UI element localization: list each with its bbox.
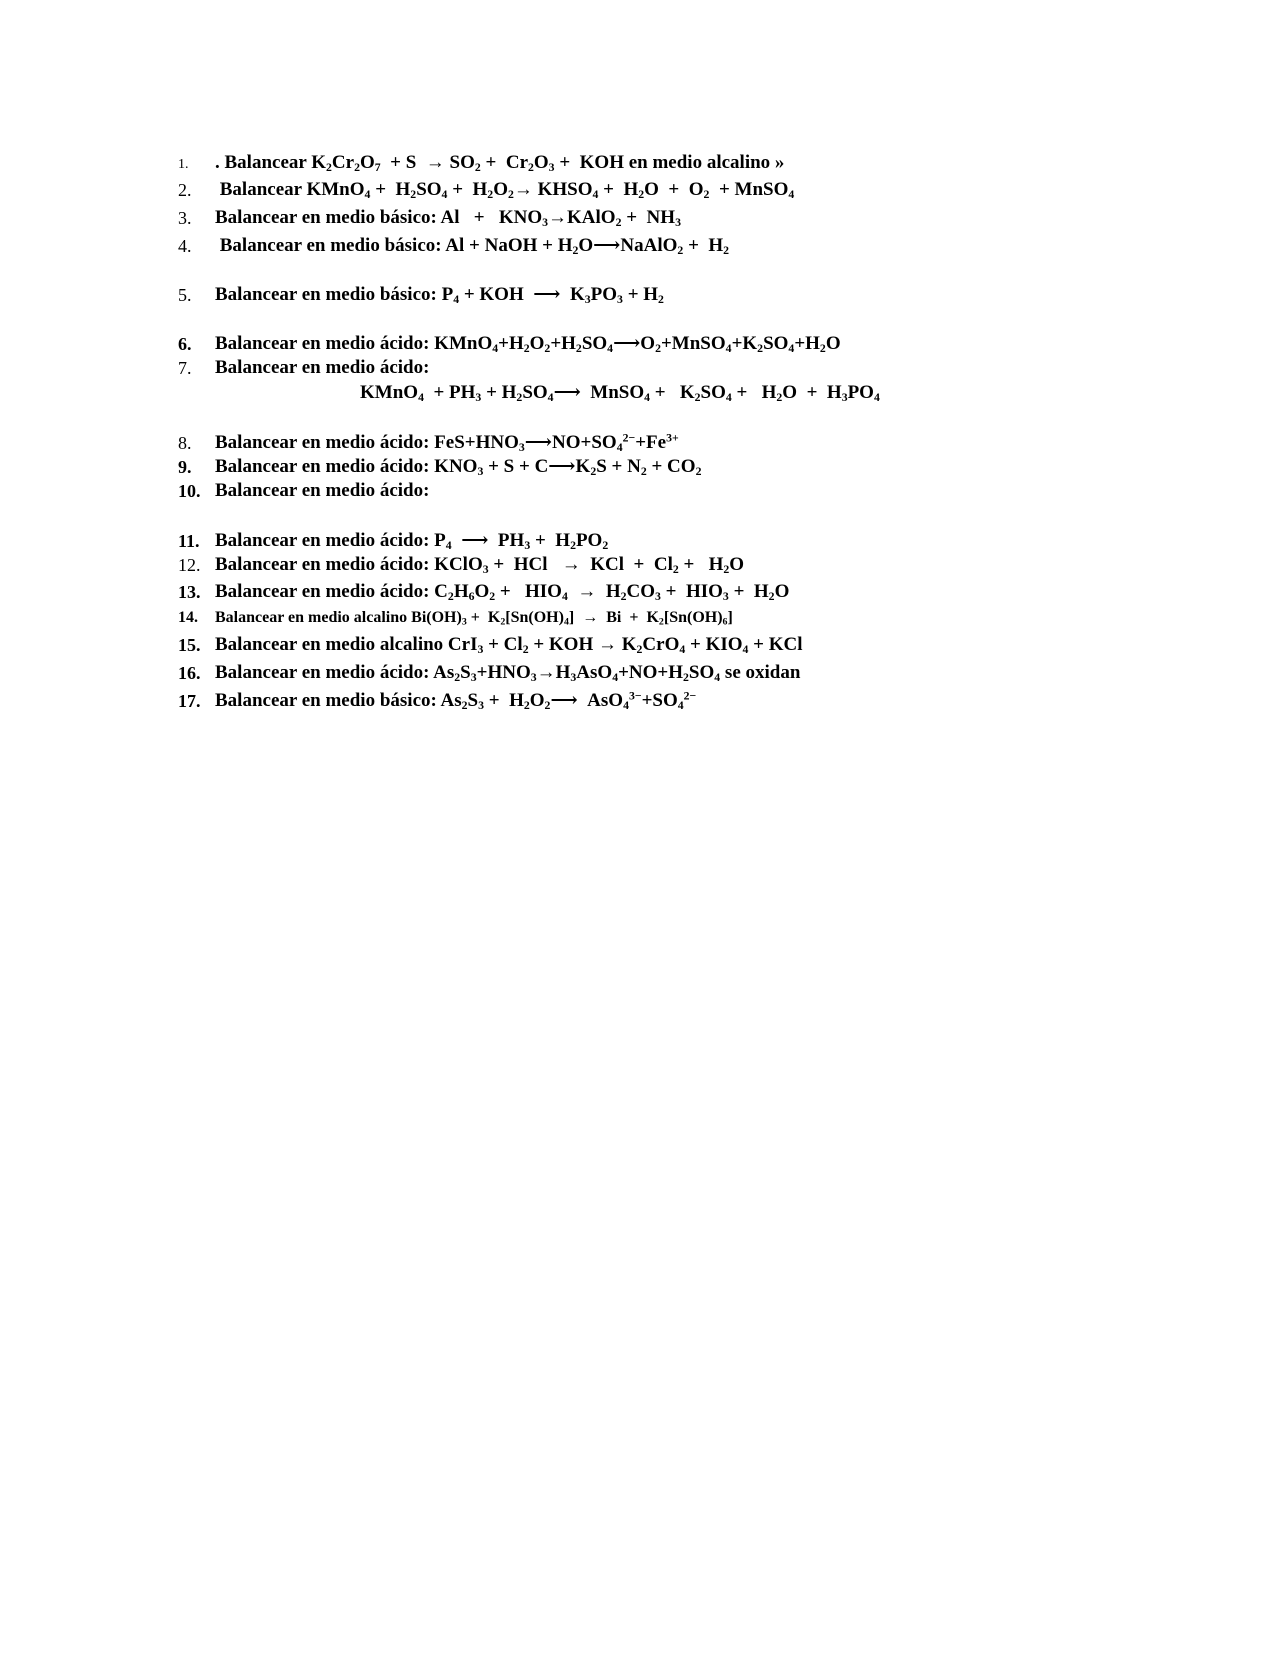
problem-number: 3. (178, 208, 192, 228)
problem-text: Balancear en medio ácido: $KNO_3 + S$ + $C⟶K_2S + N_2 + CO_2$ (215, 456, 702, 478)
problem-text: Balancear en medio alcalino $Bi(OH)_3 + K_2[Sn(OH)_4] \to Bi + K_2[Sn(OH)_6]$ (215, 609, 733, 628)
problem-number: 17. (178, 691, 201, 711)
problem-text: Balancear en medio básico: Al + NaOH + $H_2O⟶NaAlO_2 + H_2$ (215, 235, 730, 257)
problem-text: Balancear en medio ácido: $C_2H_6O_2 + HIO_4 \to H_2CO_3 + HIO_3 + H_2O$ (215, 581, 790, 603)
problem-number: 6. (178, 334, 192, 354)
problem-number: 1. (178, 157, 189, 172)
problem-text: Balancear en medio ácido: (215, 480, 430, 501)
problem-number: 10. (178, 481, 201, 501)
problem-text: Balancear en medio básico: $P_4$ + KOH ⟶ $K_3PO_3 + H_2$ (215, 284, 664, 306)
problem-text: Balancear en medio ácido: $P_4$ ⟶ $PH_3 + H_2PO_2$ (215, 530, 609, 552)
problem-text: Balancear en medio básico: $Al + KNO_3\to KAlO_2 + NH_3$ (215, 207, 681, 229)
problem-text: . Balancear $K_2Cr_2O_7 + S \to SO_2 + Cr_2O_3$ + KOH en medio alcalino » (215, 152, 785, 174)
problem-number: 9. (178, 457, 192, 477)
problem-text: Balancear en medio ácido: (215, 357, 430, 378)
problem-number: 16. (178, 663, 201, 683)
problem-number: 15. (178, 635, 201, 655)
problem-text: Balancear KMnO$_4$ + $H_2SO_4 + H_2O_2\to$ $KHSO_4 + H_2O + O_2$ + MnSO$_4$ (215, 179, 795, 201)
problem-text: Balancear en medio ácido: KClO$_3$ + HCl → KCl + $Cl_2 + H_2O$ (215, 554, 745, 576)
problem-text: Balancear en medio ácido: $KMnO_4+H_2O_2+H_2SO_4⟶O_2+MnSO_4+K_2SO_4+H_2O$ (215, 333, 841, 355)
problem-number: 5. (178, 285, 192, 305)
problem-text: Balancear en medio alcalino $CrI_3 + Cl_2$ + KOH → $K_2CrO_4 + KIO_4$ + KCl (215, 634, 803, 656)
problem-number: 4. (178, 236, 192, 256)
problem-number: 7. (178, 358, 192, 378)
problem-number: 11. (178, 531, 200, 551)
problem-text: Balancear en medio básico: $As_2S_3$ + $H_2O_2⟶$ $AsO_4^{3-}+SO_4^{2-}$ (215, 689, 697, 712)
problem-number: 8. (178, 433, 192, 453)
problem-number: 12. (178, 555, 201, 575)
problem-number: 2. (178, 180, 192, 200)
problem-text: Balancear en medio ácido: $FeS+HNO_3⟶NO+SO_4^{2-}+Fe^{3+}$ (215, 431, 679, 454)
problem-7-equation: KMnO$_4$ + $PH_3$ + $H_2SO_4⟶$ MnSO$_4$ + $K_2SO_4 + H_2O + H_3PO_4$ (360, 382, 880, 404)
problem-text: Balancear en medio ácido: $As_2S_3+HNO_3\to H_3AsO_4+NO+H_2SO_4$ se oxidan (215, 662, 801, 684)
problem-number: 13. (178, 582, 201, 602)
problem-number: 14. (178, 609, 198, 626)
